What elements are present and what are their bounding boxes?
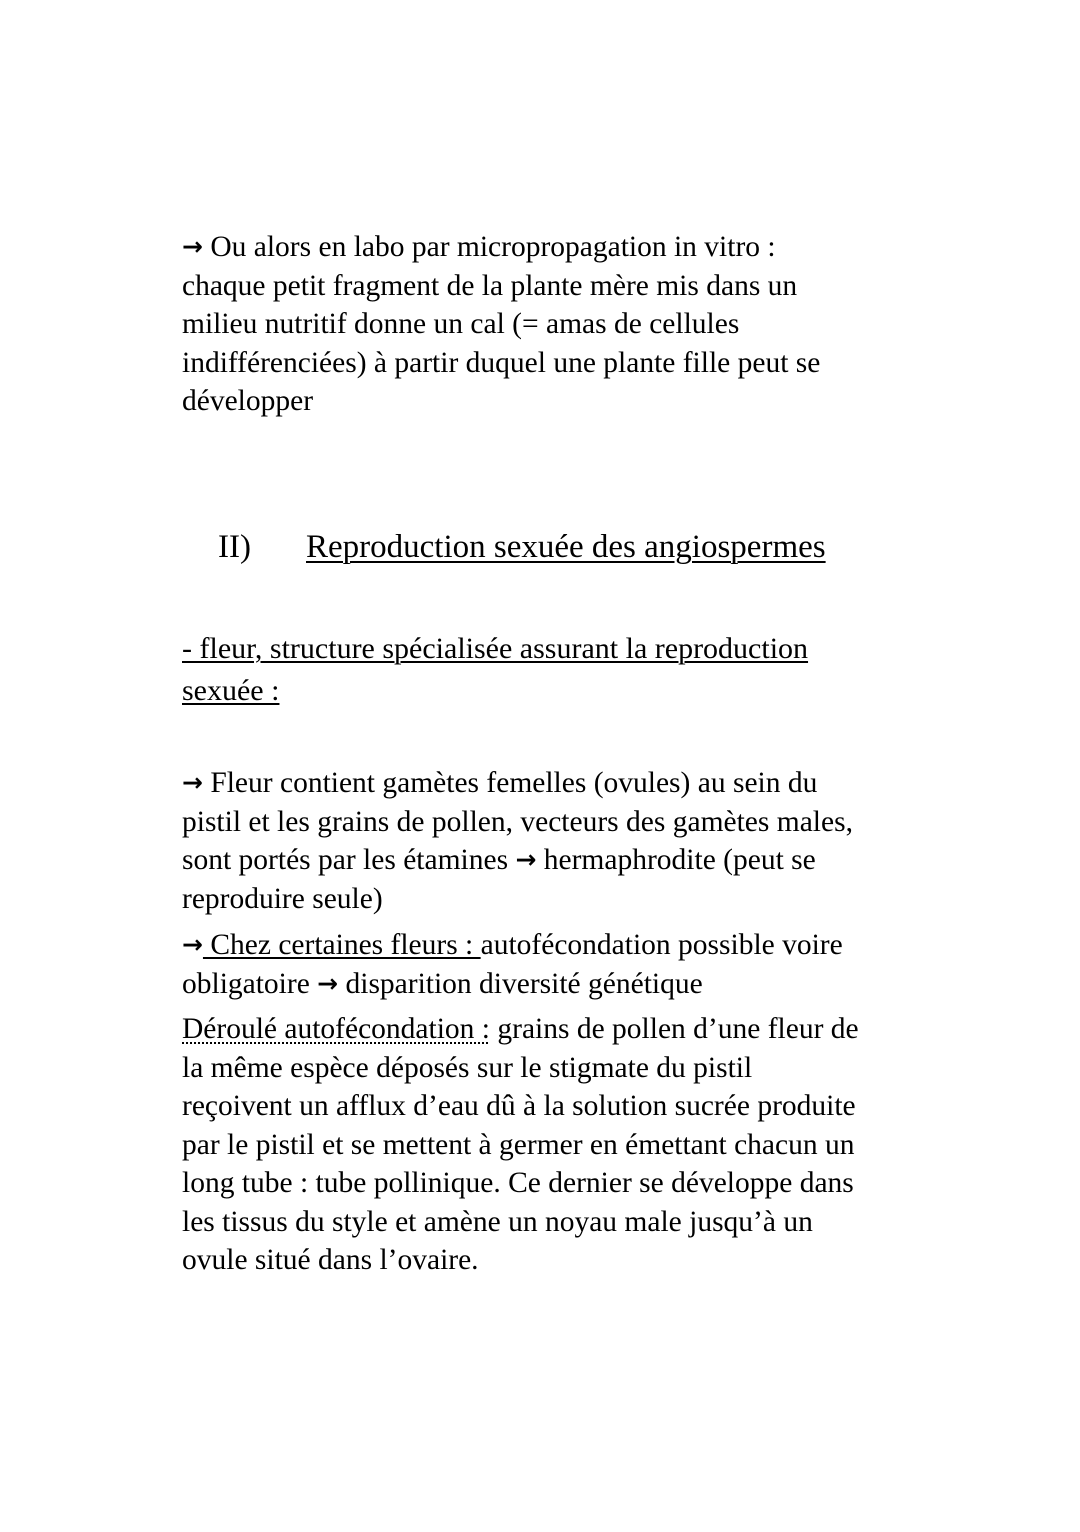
fleur-line-2: pistil et les grains de pollen, vecteurs des gamètes males, — [182, 805, 853, 838]
fleur-line-3: sont portés par les étamines → hermaphrodite (peut se — [182, 841, 902, 880]
auto-line-2: obligatoire → disparition diversité génétique — [182, 965, 902, 1004]
arrow-right-icon: → — [182, 930, 203, 959]
intro-line-2: chaque petit fragment de la plante mère mis dans un — [182, 269, 798, 302]
deroule-line-5: long tube : tube pollinique. Ce dernier se développe dans — [182, 1167, 854, 1199]
deroule-line-1: Déroulé autofécondation : grains de pollen d’une fleur de — [182, 1013, 859, 1045]
deroule-line-7: ovule situé dans l’ovaire. — [182, 1244, 479, 1276]
section-title: Reproduction sexuée des angiospermes — [306, 529, 826, 565]
paragraph-fleur — [182, 764, 902, 918]
deroule-line-3: reçoivent un afflux d’eau dû à la solution sucrée produite — [182, 1090, 856, 1122]
deroule-line-6: les tissus du style et amène un noyau male jusqu’à un — [182, 1205, 813, 1238]
intro-line-1: → Ou alors en labo par micropropagation in vitro : — [182, 228, 902, 267]
paragraph-autofecondation — [182, 926, 902, 1003]
subheading-line-2: sexuée : — [182, 674, 280, 707]
fleur-line-1: → Fleur contient gamètes femelles (ovules) au sein du — [182, 764, 902, 803]
fleur-line-4: reproduire seule) — [182, 882, 383, 915]
arrow-right-icon: → — [515, 845, 537, 874]
subheading-line-1: - fleur, structure spécialisée assurant la reproduction — [182, 632, 809, 665]
intro-line-5: développer — [182, 385, 314, 417]
auto-line-1: → Chez certaines fleurs : autofécondation possible voire — [182, 926, 902, 965]
deroule-line-4: par le pistil et se mettent à germer en émettant chacun un — [182, 1128, 855, 1161]
subheading — [182, 628, 808, 712]
deroule-line-2: la même espèce déposés sur le stigmate du pistil — [182, 1051, 753, 1084]
arrow-right-icon: → — [182, 232, 203, 261]
deroule-label: Déroulé autofécondation : — [182, 1013, 490, 1045]
intro-paragraph — [182, 228, 902, 421]
intro-line-3: milieu nutritif donne un cal (= amas de cellules — [182, 308, 740, 340]
arrow-right-icon: → — [317, 968, 339, 998]
section-heading — [218, 525, 826, 569]
section-number: II) — [218, 529, 251, 565]
arrow-right-icon: → — [182, 768, 203, 797]
paragraph-deroule — [182, 1010, 902, 1280]
intro-line-4: indifférenciées) à partir duquel une plante fille peut se — [182, 346, 821, 379]
